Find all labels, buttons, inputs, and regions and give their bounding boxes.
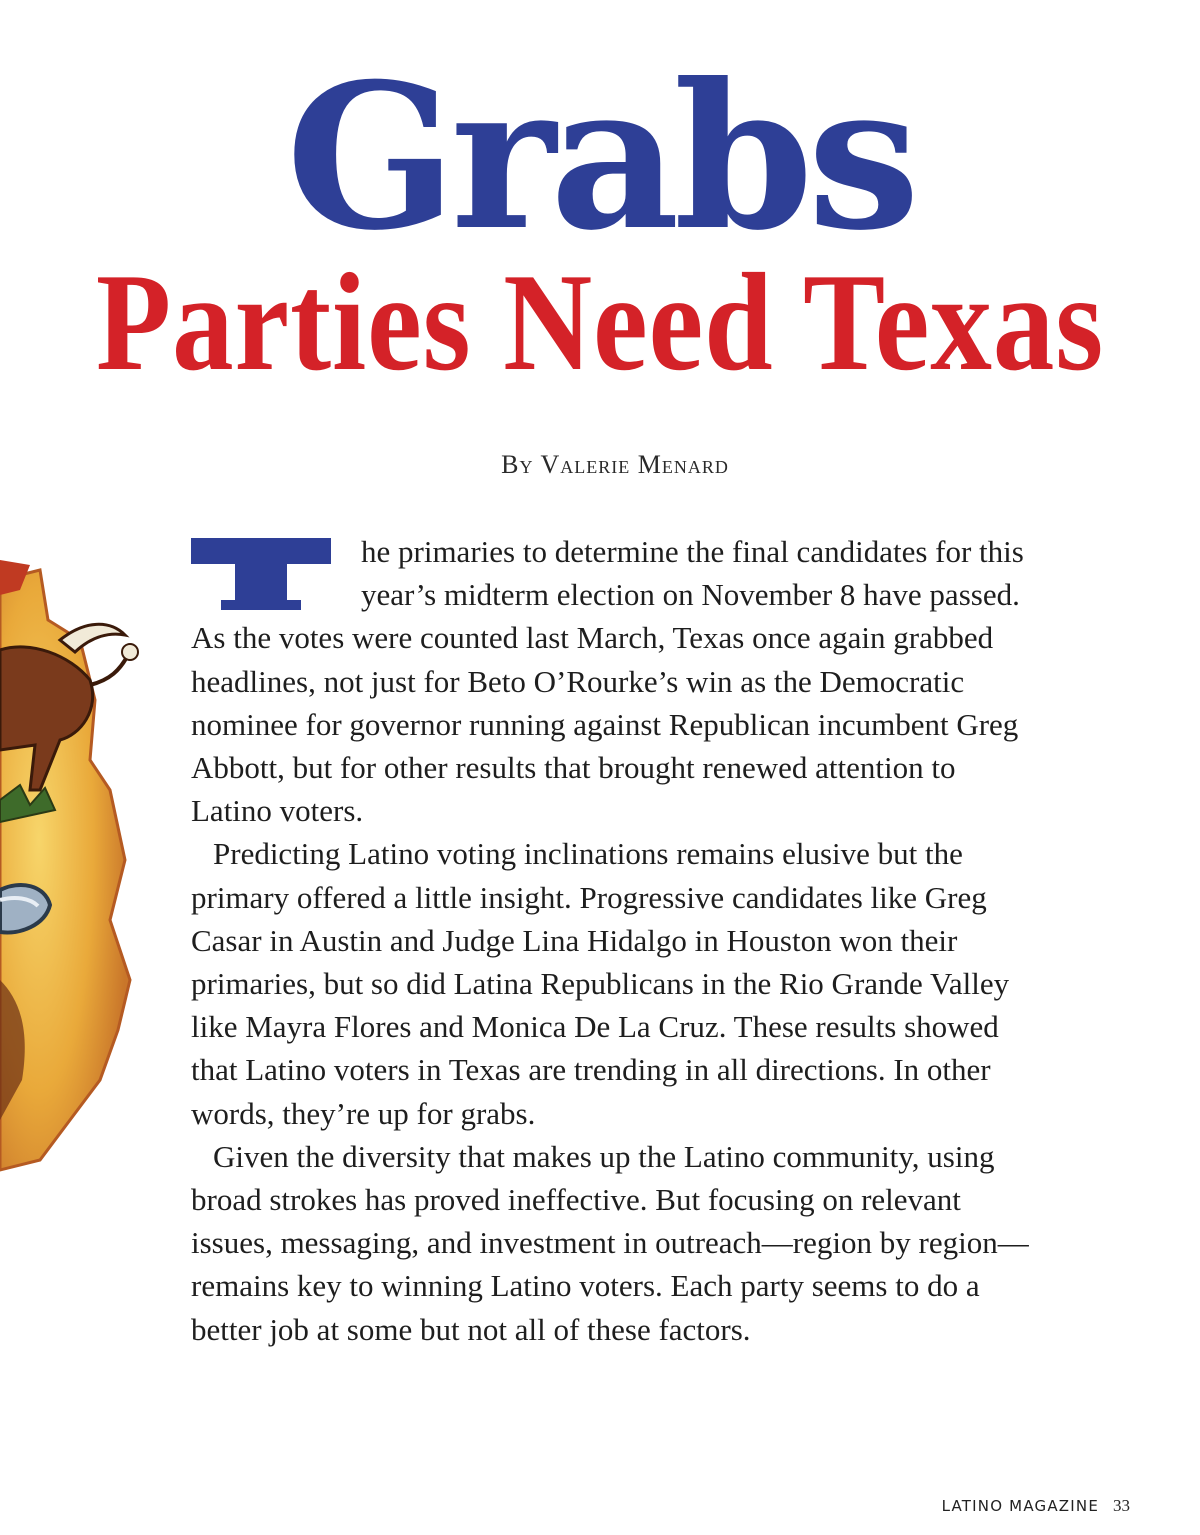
byline: By Valerie Menard bbox=[501, 450, 729, 479]
paragraph-2: Predicting Latino voting inclinations remains elusive but the primary offered a little insight. Progressive candidates like Greg Casar in Austin and Judge Lina Hidalgo in Houston won their primaries, but so did Latina Republicans in the Rio Grande Valley like Mayra Flores and Monica De La Cruz. These results showed that Latino voters in Texas are trending in all directions. In other words, they’re up for grabs. bbox=[191, 836, 1010, 1131]
headline-subtitle: Parties Need Texas bbox=[95, 245, 1105, 400]
headline-main: Grabs bbox=[285, 40, 915, 275]
texas-longhorn-cartoon-icon bbox=[0, 560, 160, 1180]
page-footer bbox=[942, 1496, 1130, 1516]
publication-name: LATINO MAGAZINE bbox=[941, 1497, 1099, 1515]
page-number: 33 bbox=[1113, 1496, 1130, 1515]
paragraph-1: he primaries to determine the final candidates for this year’s midterm election on November 8 have passed. As the votes were counted last March, Texas once again grabbed headlines, not just for Beto O’Rourke’s win as the Democratic nominee for governor running against Republican incumbent Greg Abbott, but for other results that brought renewed attention to Latino voters. bbox=[191, 534, 1024, 829]
article-body bbox=[191, 530, 1041, 1351]
paragraph-3: Given the diversity that makes up the Latino community, using broad strokes has proved ineffective. But focusing on relevant issues, messaging, and investment in outreach—region by region—remains key to winning Latino voters. Each party seems to do a better job at some but not all of these factors. bbox=[191, 1138, 1029, 1347]
drop-cap bbox=[191, 538, 331, 610]
